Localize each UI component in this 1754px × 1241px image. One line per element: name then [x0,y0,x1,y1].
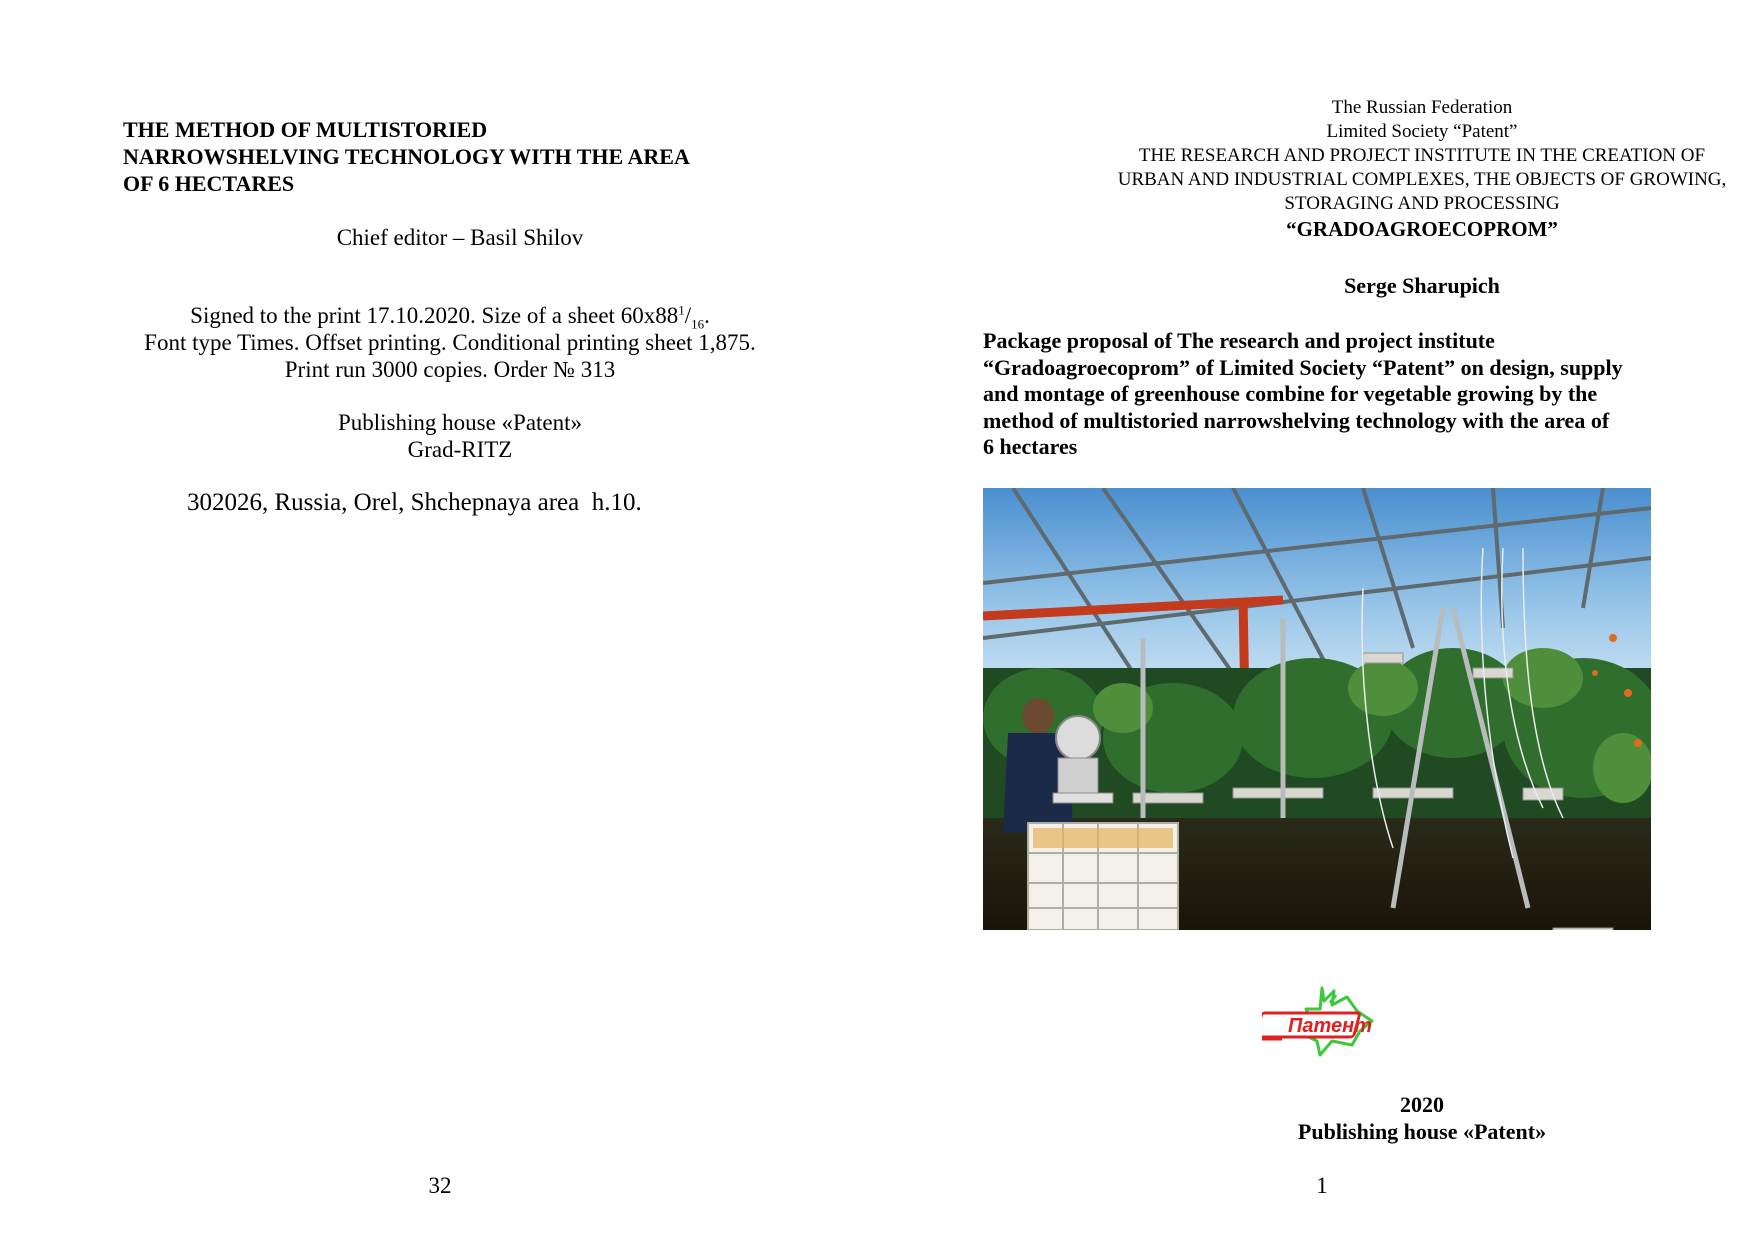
book-title-line: THE METHOD OF MULTISTORIED [123,117,488,142]
proposal-line: “Gradoagroecoprom” of Limited Society “Patent” on design, supply [983,354,1623,380]
imprint-line-1 [0,302,900,332]
imprint-sub: 16 [691,316,705,332]
header-line: URBAN AND INDUSTRIAL COMPLEXES, THE OBJECTS OF GROWING, [1117,169,1727,190]
publication-year: 2020 [1400,1092,1444,1117]
header-line: Limited Society “Patent” [1326,121,1518,142]
imprint-line-2: Font type Times. Offset printing. Conditional printing sheet 1,875. [144,330,756,355]
organization-header [877,96,1754,242]
book-title [123,116,763,197]
imprint-line-3: Print run 3000 copies. Order № 313 [284,357,616,382]
imprint-slash: / [684,303,692,328]
publisher-block [0,409,920,463]
header-line: THE RESEARCH AND PROJECT INSTITUTE IN THE CREATION OF [1138,145,1706,166]
patent-logo-text: Патент [1288,1015,1373,1037]
header-line: The Russian Federation [1331,97,1513,118]
proposal-line: Package proposal of The research and project institute [983,328,1495,353]
page-number: 1 [1316,1173,1328,1198]
right-page [877,0,1754,1241]
patent-logo [1262,983,1377,1063]
organization-name: “GRADOAGROECOPROM” [1286,217,1558,241]
proposal-title [983,328,1653,461]
imprint-sup: 1 [678,302,685,318]
proposal-line: method of multistoried narrowshelving technology with the area of [983,407,1610,433]
greenhouse-photo [983,488,1651,930]
book-title-line: OF 6 HECTARES [123,171,295,196]
publisher-name: Publishing house «Patent» [1297,1119,1547,1144]
proposal-line: and montage of greenhouse combine for vegetable growing by the [983,381,1598,406]
imprint-period: . [704,303,710,328]
greenhouse-photo-illustration [983,488,1651,930]
imprint-sheet-size: Signed to the print 17.10.2020. Size of a sheet 60x88 [190,303,679,328]
printer-name: Grad-RITZ [407,437,513,462]
header-line: STORAGING AND PROCESSING [1284,193,1560,214]
patent-logo-icon [1262,983,1377,1063]
publisher-name: Publishing house «Patent» [337,410,583,435]
book-title-line: NARROWSHELVING TECHNOLOGY WITH THE AREA [123,144,690,169]
author-name: Serge Sharupich [1344,273,1500,298]
page-number: 32 [428,1173,452,1198]
proposal-line: 6 hectares [983,434,1078,459]
imprint-block [0,302,900,383]
chief-editor: Chief editor – Basil Shilov [336,225,584,250]
publisher-address: 302026, Russia, Orel, Shchepnaya area h.10. [187,489,642,516]
